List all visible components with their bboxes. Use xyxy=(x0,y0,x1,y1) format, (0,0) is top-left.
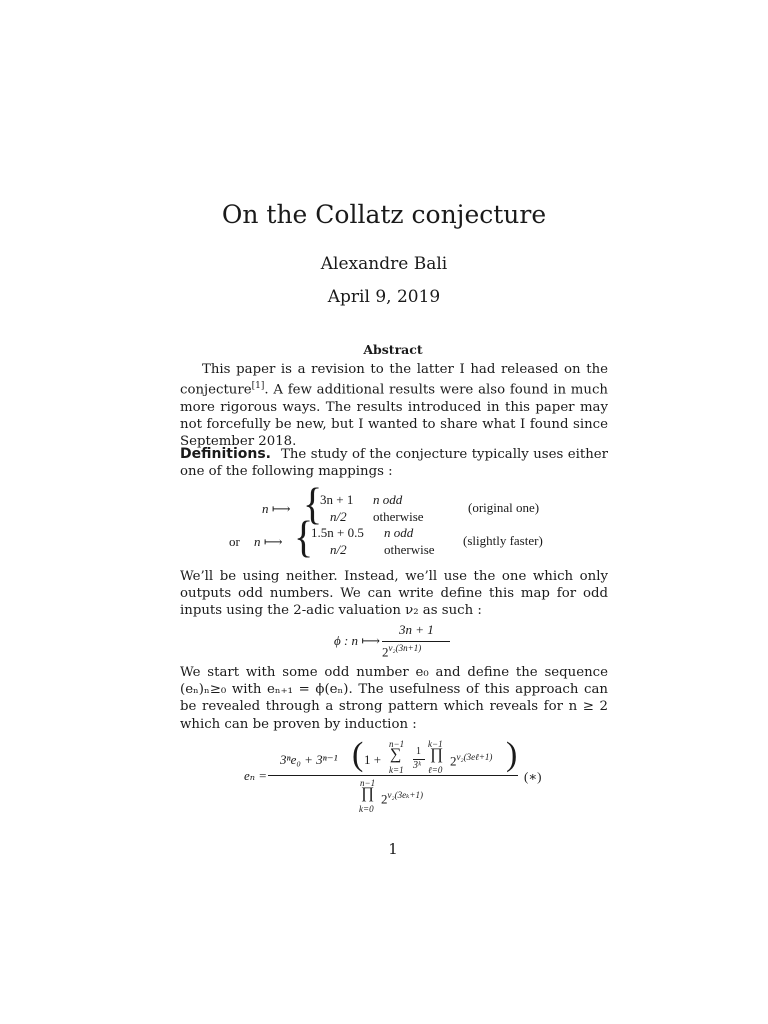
formula-one-plus: 1 + xyxy=(364,752,382,767)
prod-term xyxy=(450,752,492,769)
sum-frac-den: 3ᵏ xyxy=(413,760,421,771)
formula-fraction-bar xyxy=(268,775,518,776)
map2-lhs: n ⟼ xyxy=(254,534,283,549)
definitions-heading: Definitions. xyxy=(180,446,271,462)
map1-case2-cond: otherwise xyxy=(373,509,424,524)
abstract-heading: Abstract xyxy=(363,342,423,357)
den-prod-upper: n−1 xyxy=(360,778,376,788)
map1-case2-expr: n/2 xyxy=(330,509,347,524)
formula-paren-open: ( xyxy=(352,736,364,773)
paper-author: Alexandre Bali xyxy=(320,254,448,274)
map2-brace: { xyxy=(294,511,314,562)
map2-case2-cond: otherwise xyxy=(384,542,435,557)
phi-numerator: 3n + 1 xyxy=(399,622,434,637)
prod-symbol: ∏ xyxy=(430,746,444,763)
formula-num-start: 3ⁿe₀ + 3ⁿ⁻¹ xyxy=(280,752,338,767)
paper-date: April 9, 2019 xyxy=(327,287,441,307)
map1-brace: { xyxy=(303,478,323,529)
formula-lhs: eₙ = xyxy=(244,768,268,783)
map2-note: (slightly faster) xyxy=(463,533,543,548)
map1-note: (original one) xyxy=(468,500,540,515)
phi-den-base: 2 xyxy=(382,644,389,660)
phi-lhs: ϕ : n ⟼ xyxy=(334,633,380,648)
formula-tag: (∗) xyxy=(524,769,542,784)
phi-den-exp: ν₂(3n+1) xyxy=(388,643,422,653)
den-prod-lower: k=0 xyxy=(359,804,374,814)
sum-upper: n−1 xyxy=(389,739,405,749)
abstract-text-2: . A few additional results were also found in much more rigorous ways. The results introduced in this paper may not forcefully be new, but I wanted to share what I found since September 2018. xyxy=(180,382,608,450)
abstract-reference[interactable]: [1] xyxy=(251,381,265,392)
prod-upper: k−1 xyxy=(428,739,443,749)
map1-case1-expr: 3n + 1 xyxy=(320,492,354,507)
paper-title: On the Collatz conjecture xyxy=(221,200,547,229)
sum-frac-num: 1 xyxy=(416,746,421,757)
sum-lower: k=1 xyxy=(389,765,404,775)
prod-term-exp: ν₂(3eℓ+1) xyxy=(456,752,493,762)
page-number: 1 xyxy=(388,840,398,858)
abstract-text-1: This paper is a revision to the latter I had released on the conjecture xyxy=(180,362,608,398)
map2-case1-cond: n odd xyxy=(384,525,414,540)
den-term-base: 2 xyxy=(381,791,388,807)
map2-case1-expr: 1.5n + 0.5 xyxy=(311,525,364,540)
paragraph-2: We’ll be using neither. Instead, we’ll use the one which only outputs odd numbers. We can write define this map for odd inputs using the 2-adic valuation ν₂ as such : xyxy=(180,569,608,619)
map2-case2-expr: n/2 xyxy=(330,542,347,557)
phi-fraction-bar xyxy=(382,641,450,642)
map1-lhs: n ⟼ xyxy=(262,501,291,516)
den-term-exp: ν₂(3eₖ+1) xyxy=(387,790,423,800)
formula-paren-close: ) xyxy=(506,736,518,773)
den-term xyxy=(381,790,423,807)
prod-term-base: 2 xyxy=(450,753,457,769)
definitions-paragraph xyxy=(180,446,608,480)
abstract-body xyxy=(180,361,608,450)
sum-symbol: ∑ xyxy=(390,746,402,763)
paragraph-3: We start with some odd number e₀ and define the sequence (eₙ)ₙ≥₀ with eₙ₊₁ = ϕ(eₙ). The usefulness of this approach can be revealed through a strong pattern which reveals for n ≥ 2 which can be proven by induction : xyxy=(180,665,608,732)
phi-denominator xyxy=(382,643,421,660)
den-prod-symbol: ∏ xyxy=(361,785,375,802)
map2-prefix: or xyxy=(229,534,240,549)
map1-case1-cond: n odd xyxy=(373,492,403,507)
definitions-intro: The study of the conjecture typically uses either one of the following mappings : xyxy=(180,447,608,480)
prod-lower: ℓ=0 xyxy=(428,765,443,775)
